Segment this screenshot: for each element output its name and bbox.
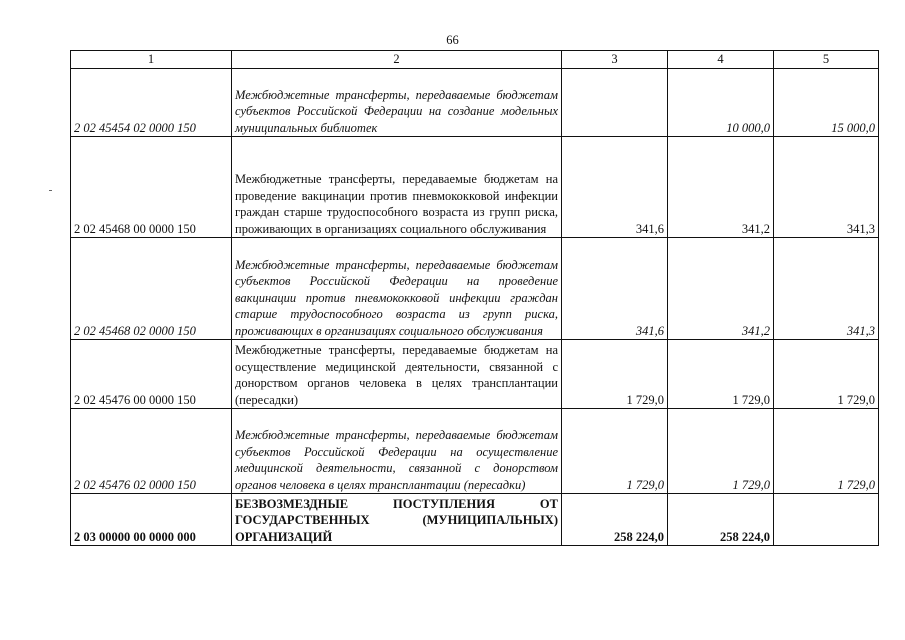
- budget-table: [70, 50, 879, 546]
- table-row: [71, 69, 879, 137]
- value-col-3: 1 729,0: [562, 340, 668, 409]
- value-col-5: 1 729,0: [774, 340, 879, 409]
- item-name: Межбюджетные трансферты, передаваемые бюджетам на проведение вакцинации против пневмококковой инфекции граждан старше трудоспособного возраста из групп риска, проживающих в организациях социального обслуживания: [232, 137, 562, 238]
- table-row: [71, 409, 879, 494]
- header-cell-1: 1: [71, 51, 232, 69]
- item-name: БЕЗВОЗМЕЗДНЫЕ ПОСТУПЛЕНИЯ ОТ ГОСУДАРСТВЕННЫХ (МУНИЦИПАЛЬНЫХ) ОРГАНИЗАЦИЙ: [232, 494, 562, 546]
- budget-code: 2 02 45468 02 0000 150: [71, 238, 232, 340]
- budget-code: 2 02 45476 02 0000 150: [71, 409, 232, 494]
- header-cell-5: 5: [774, 51, 879, 69]
- value-col-5: [774, 494, 879, 546]
- item-name: Межбюджетные трансферты, передаваемые бюджетам субъектов Российской Федерации на осуществление медицинской деятельности, связанной с донорством органов человека в целях трансплантации (пересадки): [232, 409, 562, 494]
- budget-code: 2 02 45476 00 0000 150: [71, 340, 232, 409]
- value-col-4: 10 000,0: [668, 69, 774, 137]
- budget-code: 2 02 45468 00 0000 150: [71, 137, 232, 238]
- value-col-3: [562, 69, 668, 137]
- header-cell-2: 2: [232, 51, 562, 69]
- item-name: Межбюджетные трансферты, передаваемые бюджетам на осуществление медицинской деятельности, связанной с донорством органов человека в целях трансплантации (пересадки): [232, 340, 562, 409]
- value-col-4: 1 729,0: [668, 409, 774, 494]
- table-row: [71, 137, 879, 238]
- header-cell-3: 3: [562, 51, 668, 69]
- value-col-4: 341,2: [668, 238, 774, 340]
- value-col-5: 15 000,0: [774, 69, 879, 137]
- header-row: [71, 51, 879, 69]
- table-row: [71, 340, 879, 409]
- table-row: [71, 494, 879, 546]
- value-col-4: 1 729,0: [668, 340, 774, 409]
- value-col-5: 341,3: [774, 137, 879, 238]
- budget-code: 2 03 00000 00 0000 000: [71, 494, 232, 546]
- value-col-3: 341,6: [562, 238, 668, 340]
- value-col-5: 1 729,0: [774, 409, 879, 494]
- value-col-3: 341,6: [562, 137, 668, 238]
- item-name: Межбюджетные трансферты, передаваемые бюджетам субъектов Российской Федерации на проведение вакцинации против пневмококковой инфекции граждан старше трудоспособного возраста из групп риска, проживающих в организациях социального обслуживания: [232, 238, 562, 340]
- value-col-3: 258 224,0: [562, 494, 668, 546]
- page-number: 66: [446, 33, 459, 47]
- value-col-5: 341,3: [774, 238, 879, 340]
- value-col-4: 341,2: [668, 137, 774, 238]
- budget-code: 2 02 45454 02 0000 150: [71, 69, 232, 137]
- margin-mark: [49, 190, 52, 191]
- header-cell-4: 4: [668, 51, 774, 69]
- table-row: [71, 238, 879, 340]
- item-name: Межбюджетные трансферты, передаваемые бюджетам субъектов Российской Федерации на создание модельных муниципальных библиотек: [232, 69, 562, 137]
- value-col-3: 1 729,0: [562, 409, 668, 494]
- value-col-4: 258 224,0: [668, 494, 774, 546]
